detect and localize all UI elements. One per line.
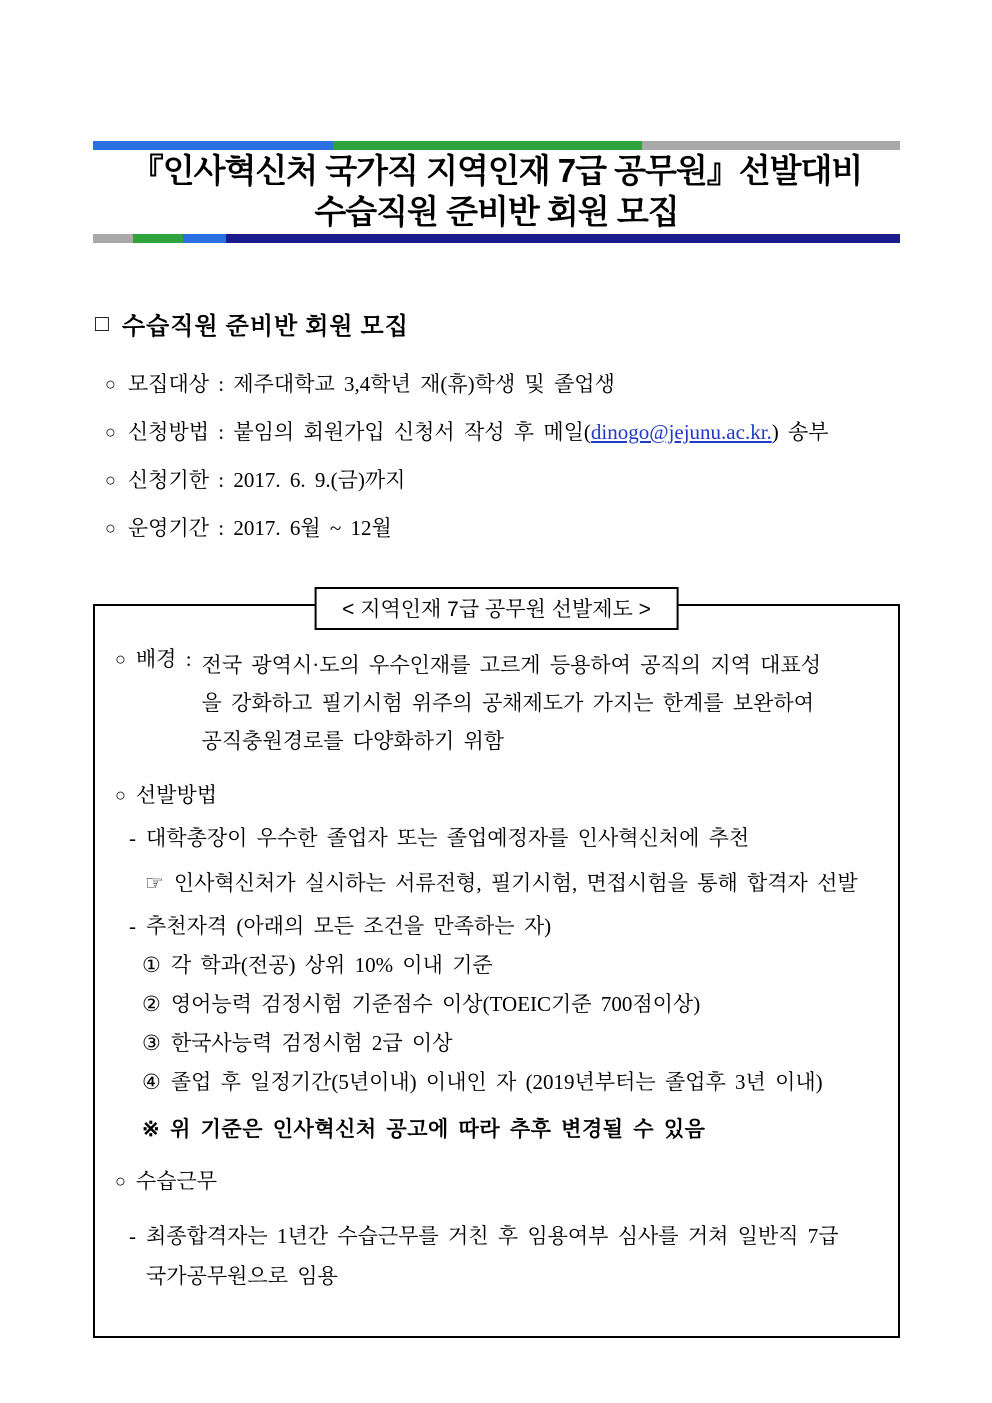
- section-heading-text: 수습직원 준비반 회원 모집: [121, 314, 409, 340]
- apprentice-text: [146, 1216, 839, 1296]
- top-bar-blue-segment: [93, 141, 333, 150]
- title-banner: [93, 141, 900, 243]
- apprentice-line: 국가공무원으로 임용: [146, 1264, 338, 1288]
- circle-bullet-icon: ○: [115, 1171, 126, 1191]
- apply-method-text: [128, 419, 829, 445]
- list-item-deadline: [93, 467, 900, 493]
- list-item-recommendation: [115, 825, 888, 851]
- condition-1-text: 각 학과(전공) 상위 10% 이내 기준: [170, 953, 493, 977]
- recruit-item-list: [93, 371, 900, 541]
- list-item-condition-2: [115, 991, 888, 1017]
- list-item-target: [93, 371, 900, 397]
- deadline-text: 신청기한 : 2017. 6. 9.(금)까지: [127, 468, 406, 492]
- list-item-condition-3: [115, 1030, 888, 1056]
- apply-method-before: 신청방법 : 붙임의 회원가입 신청서 작성 후 메일(: [127, 420, 591, 444]
- selection-system-box: [93, 598, 900, 1338]
- list-item-apprentice: [115, 1216, 888, 1296]
- circle-bullet-icon: ○: [105, 422, 116, 442]
- top-bar-gray-segment: [642, 141, 900, 150]
- recommendation-text: 대학총장이 우수한 졸업자 또는 졸업예정자를 인사혁신처에 추천: [146, 826, 750, 850]
- circle-bullet-icon: ○: [115, 649, 126, 669]
- list-item-note: [115, 1116, 888, 1142]
- background-label: 배경 :: [135, 647, 192, 671]
- document-page: [93, 0, 900, 1338]
- apprentice-line: 최종합격자는 1년간 수습근무를 거친 후 임용여부 심사를 거쳐 일반직 7급: [146, 1224, 839, 1248]
- condition-4-text: 졸업 후 일정기간(5년이내) 이내인 자 (2019년부터는 졸업후 3년 이내): [170, 1070, 823, 1094]
- background-line: 을 강화하고 필기시험 위주의 공채제도가 가지는 한계를 보완하여: [201, 691, 815, 715]
- background-text: [202, 646, 821, 760]
- circle-bullet-icon: ○: [105, 374, 116, 394]
- reference-mark-icon: ※: [142, 1117, 161, 1141]
- background-line: 공직충원경로를 다양화하기 위함: [201, 729, 505, 753]
- bottom-bar-green-segment: [133, 234, 183, 243]
- background-block: [115, 646, 888, 760]
- selection-method-header: [115, 782, 888, 808]
- square-bullet-icon: □: [95, 310, 110, 336]
- list-item-selection-process: [115, 870, 888, 896]
- document-title-line2: 수습직원 준비반 회원 모집: [314, 193, 679, 230]
- top-color-bar: [93, 141, 900, 150]
- bottom-bar-blue-segment: [183, 234, 226, 243]
- bottom-bar-gray-segment: [93, 234, 133, 243]
- apprentice-header: [115, 1168, 888, 1194]
- qualification-text: 추천자격 (아래의 모든 조건을 만족하는 자): [146, 914, 552, 938]
- note-text: 위 기준은 인사혁신처 공고에 따라 추후 변경될 수 있음: [170, 1117, 706, 1141]
- condition-2-text: 영어능력 검정시험 기준점수 이상(TOEIC기준 700점이상): [170, 992, 701, 1016]
- top-bar-green-segment: [333, 141, 641, 150]
- dash-marker: -: [129, 826, 136, 850]
- circled-1-icon: ①: [142, 953, 161, 977]
- email-link[interactable]: dinogo@jejunu.ac.kr.: [590, 420, 772, 444]
- apply-method-after: ) 송부: [771, 420, 829, 444]
- circled-2-icon: ②: [142, 992, 161, 1016]
- list-item-period: [93, 515, 900, 541]
- pointing-hand-icon: ☞: [145, 871, 164, 895]
- circled-3-icon: ③: [142, 1031, 161, 1055]
- bottom-color-bar: [93, 234, 900, 243]
- document-title: [93, 150, 900, 234]
- recruit-target-text: 모집대상 : 제주대학교 3,4학년 재(휴)학생 및 졸업생: [127, 372, 615, 396]
- circle-bullet-icon: ○: [105, 518, 116, 538]
- box-title: < 지역인재 7급 공무원 선발제도 >: [314, 587, 679, 630]
- apprentice-label: 수습근무: [135, 1169, 218, 1193]
- list-item-qualification: [115, 913, 888, 939]
- dash-marker: -: [129, 1224, 136, 1248]
- list-item-condition-4: [115, 1069, 888, 1095]
- list-item-condition-1: [115, 952, 888, 978]
- circle-bullet-icon: ○: [115, 785, 126, 805]
- dash-marker: -: [129, 914, 136, 938]
- period-text: 운영기간 : 2017. 6월 ~ 12월: [127, 516, 392, 540]
- document-title-line1: 『인사혁신처 국가직 지역인재 7급 공무원』선발대비: [130, 152, 863, 189]
- selection-process-text: 인사혁신처가 실시하는 서류전형, 필기시험, 면접시험을 통해 합격자 선발: [173, 871, 858, 895]
- condition-3-text: 한국사능력 검정시험 2급 이상: [170, 1031, 453, 1055]
- background-line: 전국 광역시·도의 우수인재를 고르게 등용하여 공직의 지역 대표성: [201, 653, 822, 677]
- circle-bullet-icon: ○: [105, 470, 116, 490]
- list-item-apply-method: [93, 419, 900, 445]
- circled-4-icon: ④: [142, 1070, 161, 1094]
- selection-method-label: 선발방법: [135, 783, 218, 807]
- section-heading: [93, 306, 900, 341]
- bottom-bar-navy-segment: [226, 234, 900, 243]
